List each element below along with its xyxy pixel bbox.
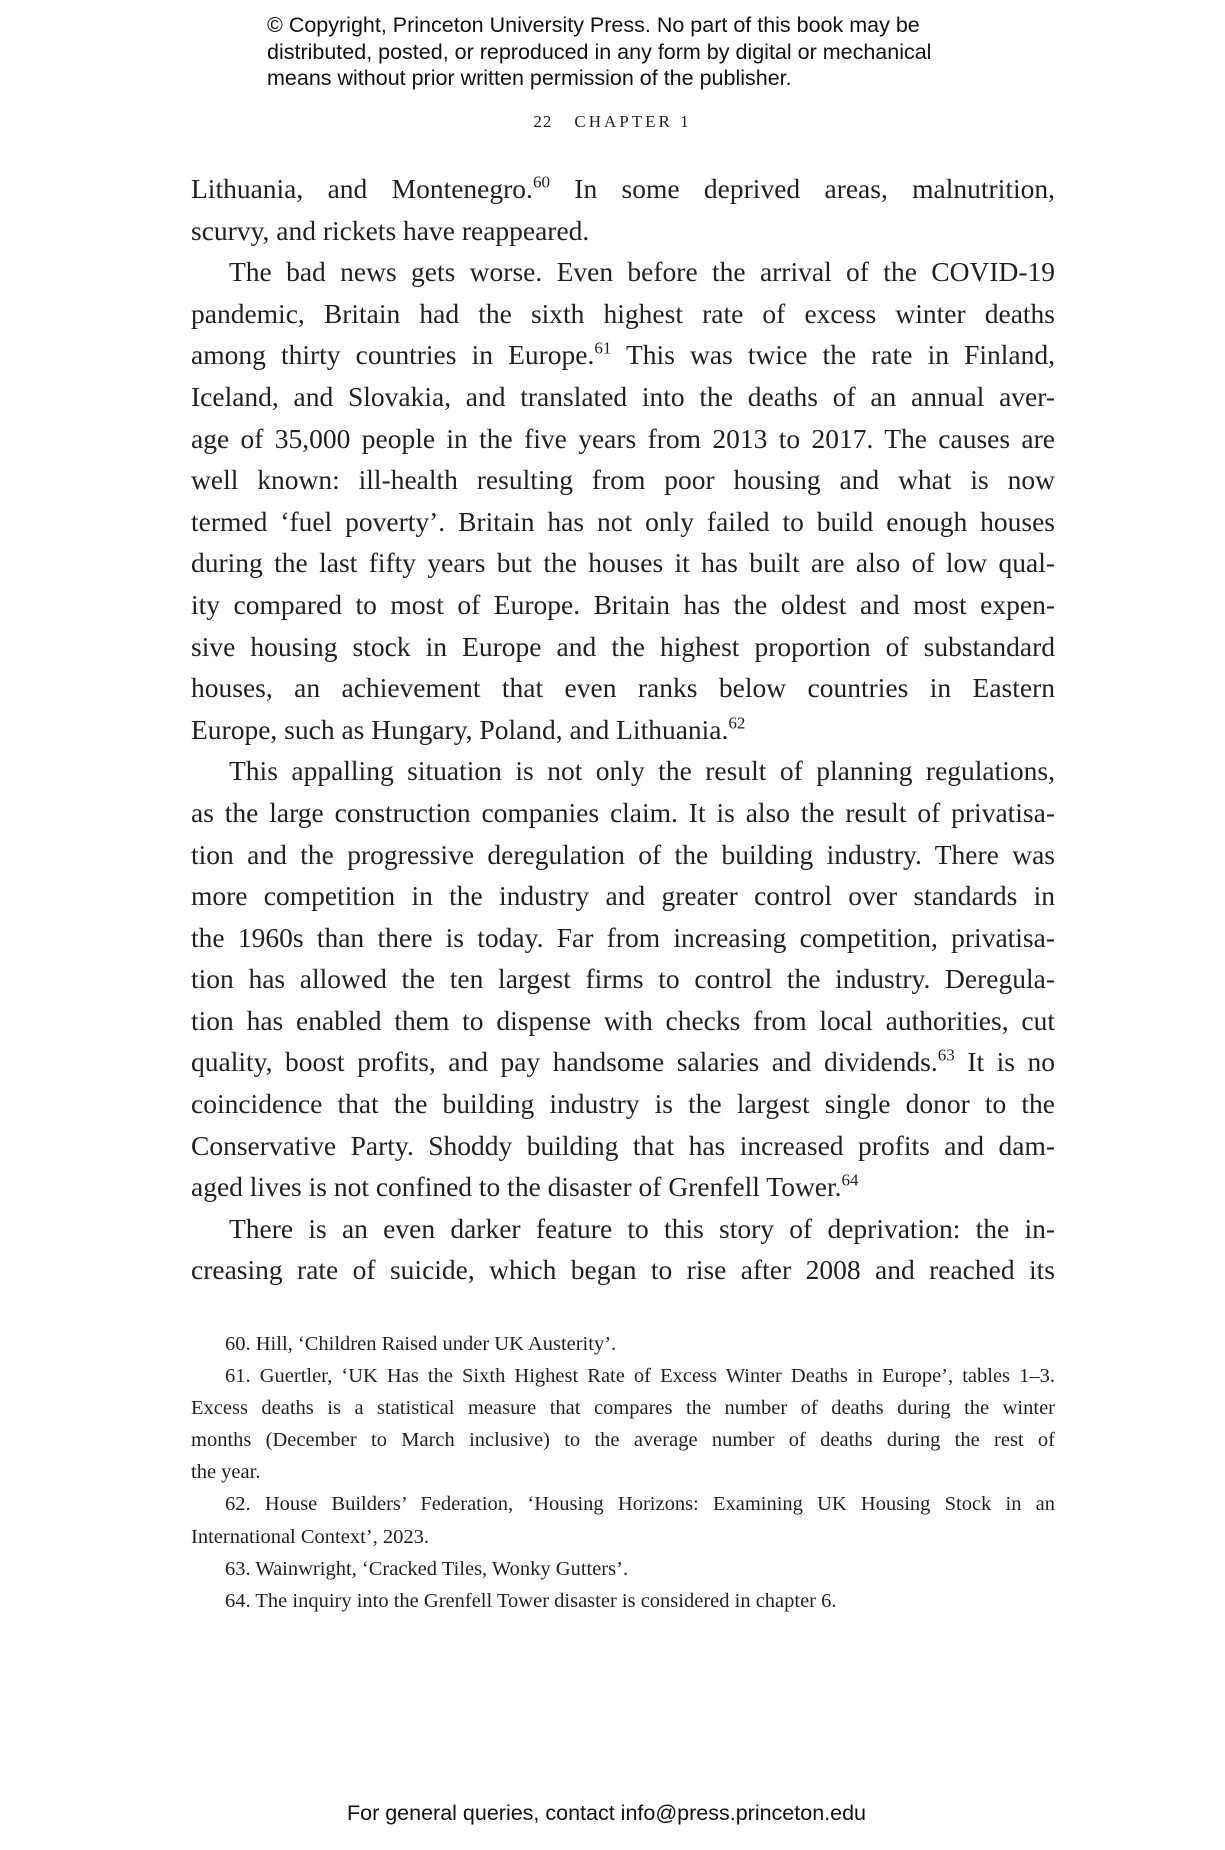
body-line: Lithuania, and Montenegro.$^{60}$ In some deprived areas, malnutrition, xyxy=(191,172,1056,204)
footnote-60: 60. Hill, ‘Children Raised under UK Austerity’. xyxy=(225,1333,617,1355)
publisher-contact-footer: For general queries, contact info@press.princeton.edu xyxy=(347,1801,867,1825)
copyright-notice xyxy=(267,12,987,92)
body-line: Conservative Party. Shoddy building that has increased profits and dam- xyxy=(191,1129,1055,1161)
body-line: coincidence that the building industry is the largest single donor to the xyxy=(191,1088,1055,1120)
body-line: The bad news gets worse. Even before the arrival of the COVID-19 xyxy=(229,256,1055,288)
body-line: aged lives is not confined to the disaster of Grenfell Tower.$^{64}$ xyxy=(191,1170,859,1203)
footnote-61-cont: the year. xyxy=(191,1461,261,1484)
body-line: termed ‘fuel poverty’. Britain has not only failed to build enough houses xyxy=(191,505,1055,537)
copyright-line: © Copyright, Princeton University Press. No part of this book may be xyxy=(267,13,920,37)
body-line: houses, an achievement that even ranks below countries in Eastern xyxy=(191,672,1055,704)
body-line: as the large construction companies claim. It is also the result of privatisa- xyxy=(191,796,1055,828)
body-line: tion and the progressive deregulation of the building industry. There was xyxy=(191,838,1055,870)
body-line: tion has enabled them to dispense with checks from local authorities, cut xyxy=(191,1004,1055,1036)
body-line: during the last fifty years but the houses it has built are also of low qual- xyxy=(191,547,1055,579)
footnote-63: 63. Wainwright, ‘Cracked Tiles, Wonky Gutters’. xyxy=(225,1557,629,1580)
body-line: This appalling situation is not only the result of planning regulations, xyxy=(229,755,1055,787)
footnote-ref-61[interactable]: 61 xyxy=(594,338,612,358)
body-line: Europe, such as Hungary, Poland, and Lithuania.$^{62}$ xyxy=(191,713,746,745)
body-line: scurvy, and rickets have reappeared. xyxy=(191,214,590,246)
footnote-ref-63[interactable]: 63 xyxy=(937,1045,955,1065)
body-line: creasing rate of suicide, which began to rise after 2008 and reached its xyxy=(191,1254,1055,1286)
body-line: pandemic, Britain had the sixth highest rate of excess winter deaths xyxy=(191,297,1055,329)
copyright-line: means without prior written permission of the publisher. xyxy=(267,66,792,90)
page-number: 22 xyxy=(533,112,553,131)
footnote-ref-64[interactable]: 64 xyxy=(841,1170,859,1190)
footnotes xyxy=(191,1328,1055,1617)
body-line: age of 35,000 people in the five years from 2013 to 2017. The causes are xyxy=(191,422,1055,454)
body-line: tion has allowed the ten largest firms to control the industry. Deregula- xyxy=(191,963,1055,995)
footnote-64: 64. The inquiry into the Grenfell Tower disaster is considered in chapter 6. xyxy=(225,1589,837,1612)
body-line: quality, boost profits, and pay handsome salaries and dividends.$^{63}$ It is no xyxy=(191,1045,1055,1078)
body-line: among thirty countries in Europe.$^{61}$ This was twice the rate in Finland, xyxy=(191,338,1055,371)
footnote-ref-60[interactable]: 60 xyxy=(532,172,550,192)
footnote-61-cont: Excess deaths is a statistical measure that compares the number of deaths during the winter xyxy=(191,1397,1055,1420)
body-line: ity compared to most of Europe. Britain has the oldest and most expen- xyxy=(191,588,1055,620)
footnote-62-cont: International Context’, 2023. xyxy=(191,1525,429,1548)
chapter-label: CHAPTER 1 xyxy=(574,112,692,131)
running-head xyxy=(0,112,1225,132)
footnote-61: 61. Guertler, ‘UK Has the Sixth Highest Rate of Excess Winter Deaths in Europe’, tables 1–3. xyxy=(225,1365,1055,1388)
body-line: well known: ill-health resulting from poor housing and what is now xyxy=(191,464,1055,496)
footnote-61-cont: months (December to March inclusive) to the average number of deaths during the rest of xyxy=(191,1429,1055,1452)
body-line: sive housing stock in Europe and the highest proportion of substandard xyxy=(191,630,1055,662)
body-line: more competition in the industry and greater control over standards in xyxy=(191,880,1055,912)
body-line: Iceland, and Slovakia, and translated into the deaths of an annual aver- xyxy=(191,380,1055,412)
body-line: There is an even darker feature to this story of deprivation: the in- xyxy=(229,1212,1055,1244)
footnote-62: 62. House Builders’ Federation, ‘Housing Horizons: Examining UK Housing Stock in an xyxy=(225,1493,1055,1516)
body-line: the 1960s than there is today. Far from increasing competition, privatisa- xyxy=(191,921,1055,953)
copyright-line: distributed, posted, or reproduced in any form by digital or mechanical xyxy=(267,39,932,64)
footnote-ref-62[interactable]: 62 xyxy=(728,713,746,733)
body-text xyxy=(191,168,1055,1291)
